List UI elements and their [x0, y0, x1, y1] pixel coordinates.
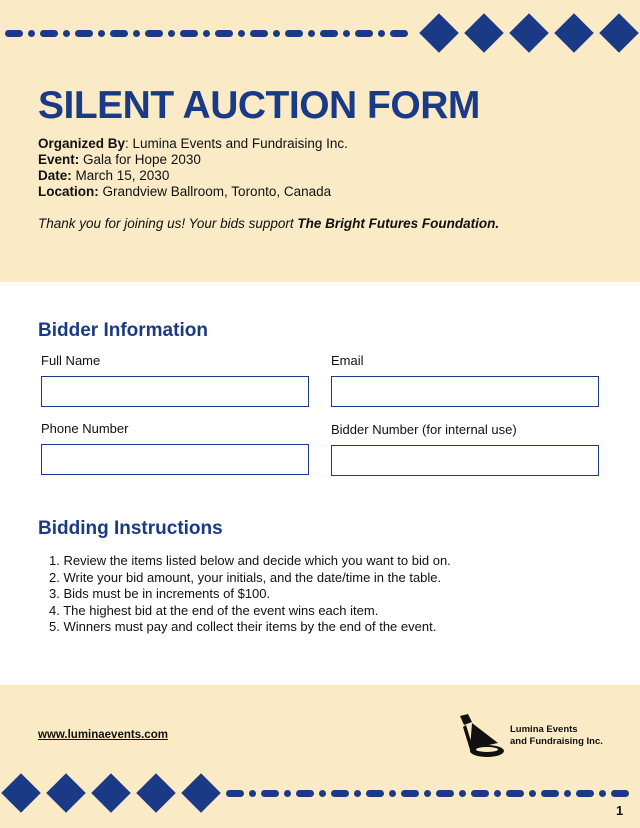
company-logo	[456, 713, 616, 761]
bottom-dots-decoration	[0, 760, 640, 828]
email-field[interactable]	[331, 376, 599, 407]
phone-number-label: Phone Number	[41, 421, 129, 436]
instruction-item: 5. Winners must pay and collect their items by the end of the event.	[49, 619, 437, 634]
foundation-name: The Bright Futures Foundation.	[297, 216, 500, 231]
phone-number-field[interactable]	[41, 444, 309, 475]
page-title: SILENT AUCTION FORM	[38, 84, 480, 127]
logo-line-2: and Fundraising Inc.	[510, 735, 603, 747]
date-value: March 15, 2030	[71, 168, 170, 183]
date-row	[38, 168, 348, 184]
event-details	[38, 136, 348, 200]
instruction-item: 1. Review the items listed below and decide which you want to bid on.	[49, 553, 451, 568]
full-name-label: Full Name	[41, 353, 101, 368]
organized-by-label: Organized By	[38, 136, 126, 151]
top-dots-decoration	[0, 0, 640, 70]
logo-text	[510, 724, 603, 747]
location-value: Grandview Ballroom, Toronto, Canada	[98, 184, 332, 199]
instruction-item: 2. Write your bid amount, your initials, and the date/time in the table.	[49, 569, 442, 585]
location-row	[38, 184, 348, 200]
instruction-item: 4. The highest bid at the end of the event wins each item.	[49, 602, 379, 618]
organized-by-value: : Lumina Events and Fundraising Inc.	[125, 136, 348, 151]
organized-by-row	[38, 136, 348, 152]
bidder-info-heading: Bidder Information	[38, 320, 208, 341]
logo-line-1: Lumina Events	[510, 724, 578, 735]
email-label: Email	[331, 353, 364, 368]
thank-you-note	[38, 216, 499, 231]
event-value: Gala for Hope 2030	[79, 152, 201, 167]
thank-you-text: Thank you for joining us! Your bids support	[38, 216, 298, 231]
bidding-instructions-heading: Bidding Instructions	[38, 518, 223, 539]
instruction-item: 3. Bids must be in increments of $100.	[49, 586, 271, 601]
event-label: Event:	[38, 152, 80, 167]
full-name-field[interactable]	[41, 376, 309, 407]
page-number: 1	[616, 803, 624, 818]
instructions-list	[49, 553, 451, 636]
lamp-icon	[456, 713, 508, 759]
date-label: Date:	[38, 168, 72, 183]
event-row	[38, 152, 348, 168]
location-label: Location:	[38, 184, 99, 199]
bidder-number-label: Bidder Number (for internal use)	[331, 422, 517, 437]
bidder-number-field[interactable]	[331, 445, 599, 476]
website-link[interactable]: www.luminaevents.com	[38, 729, 168, 741]
